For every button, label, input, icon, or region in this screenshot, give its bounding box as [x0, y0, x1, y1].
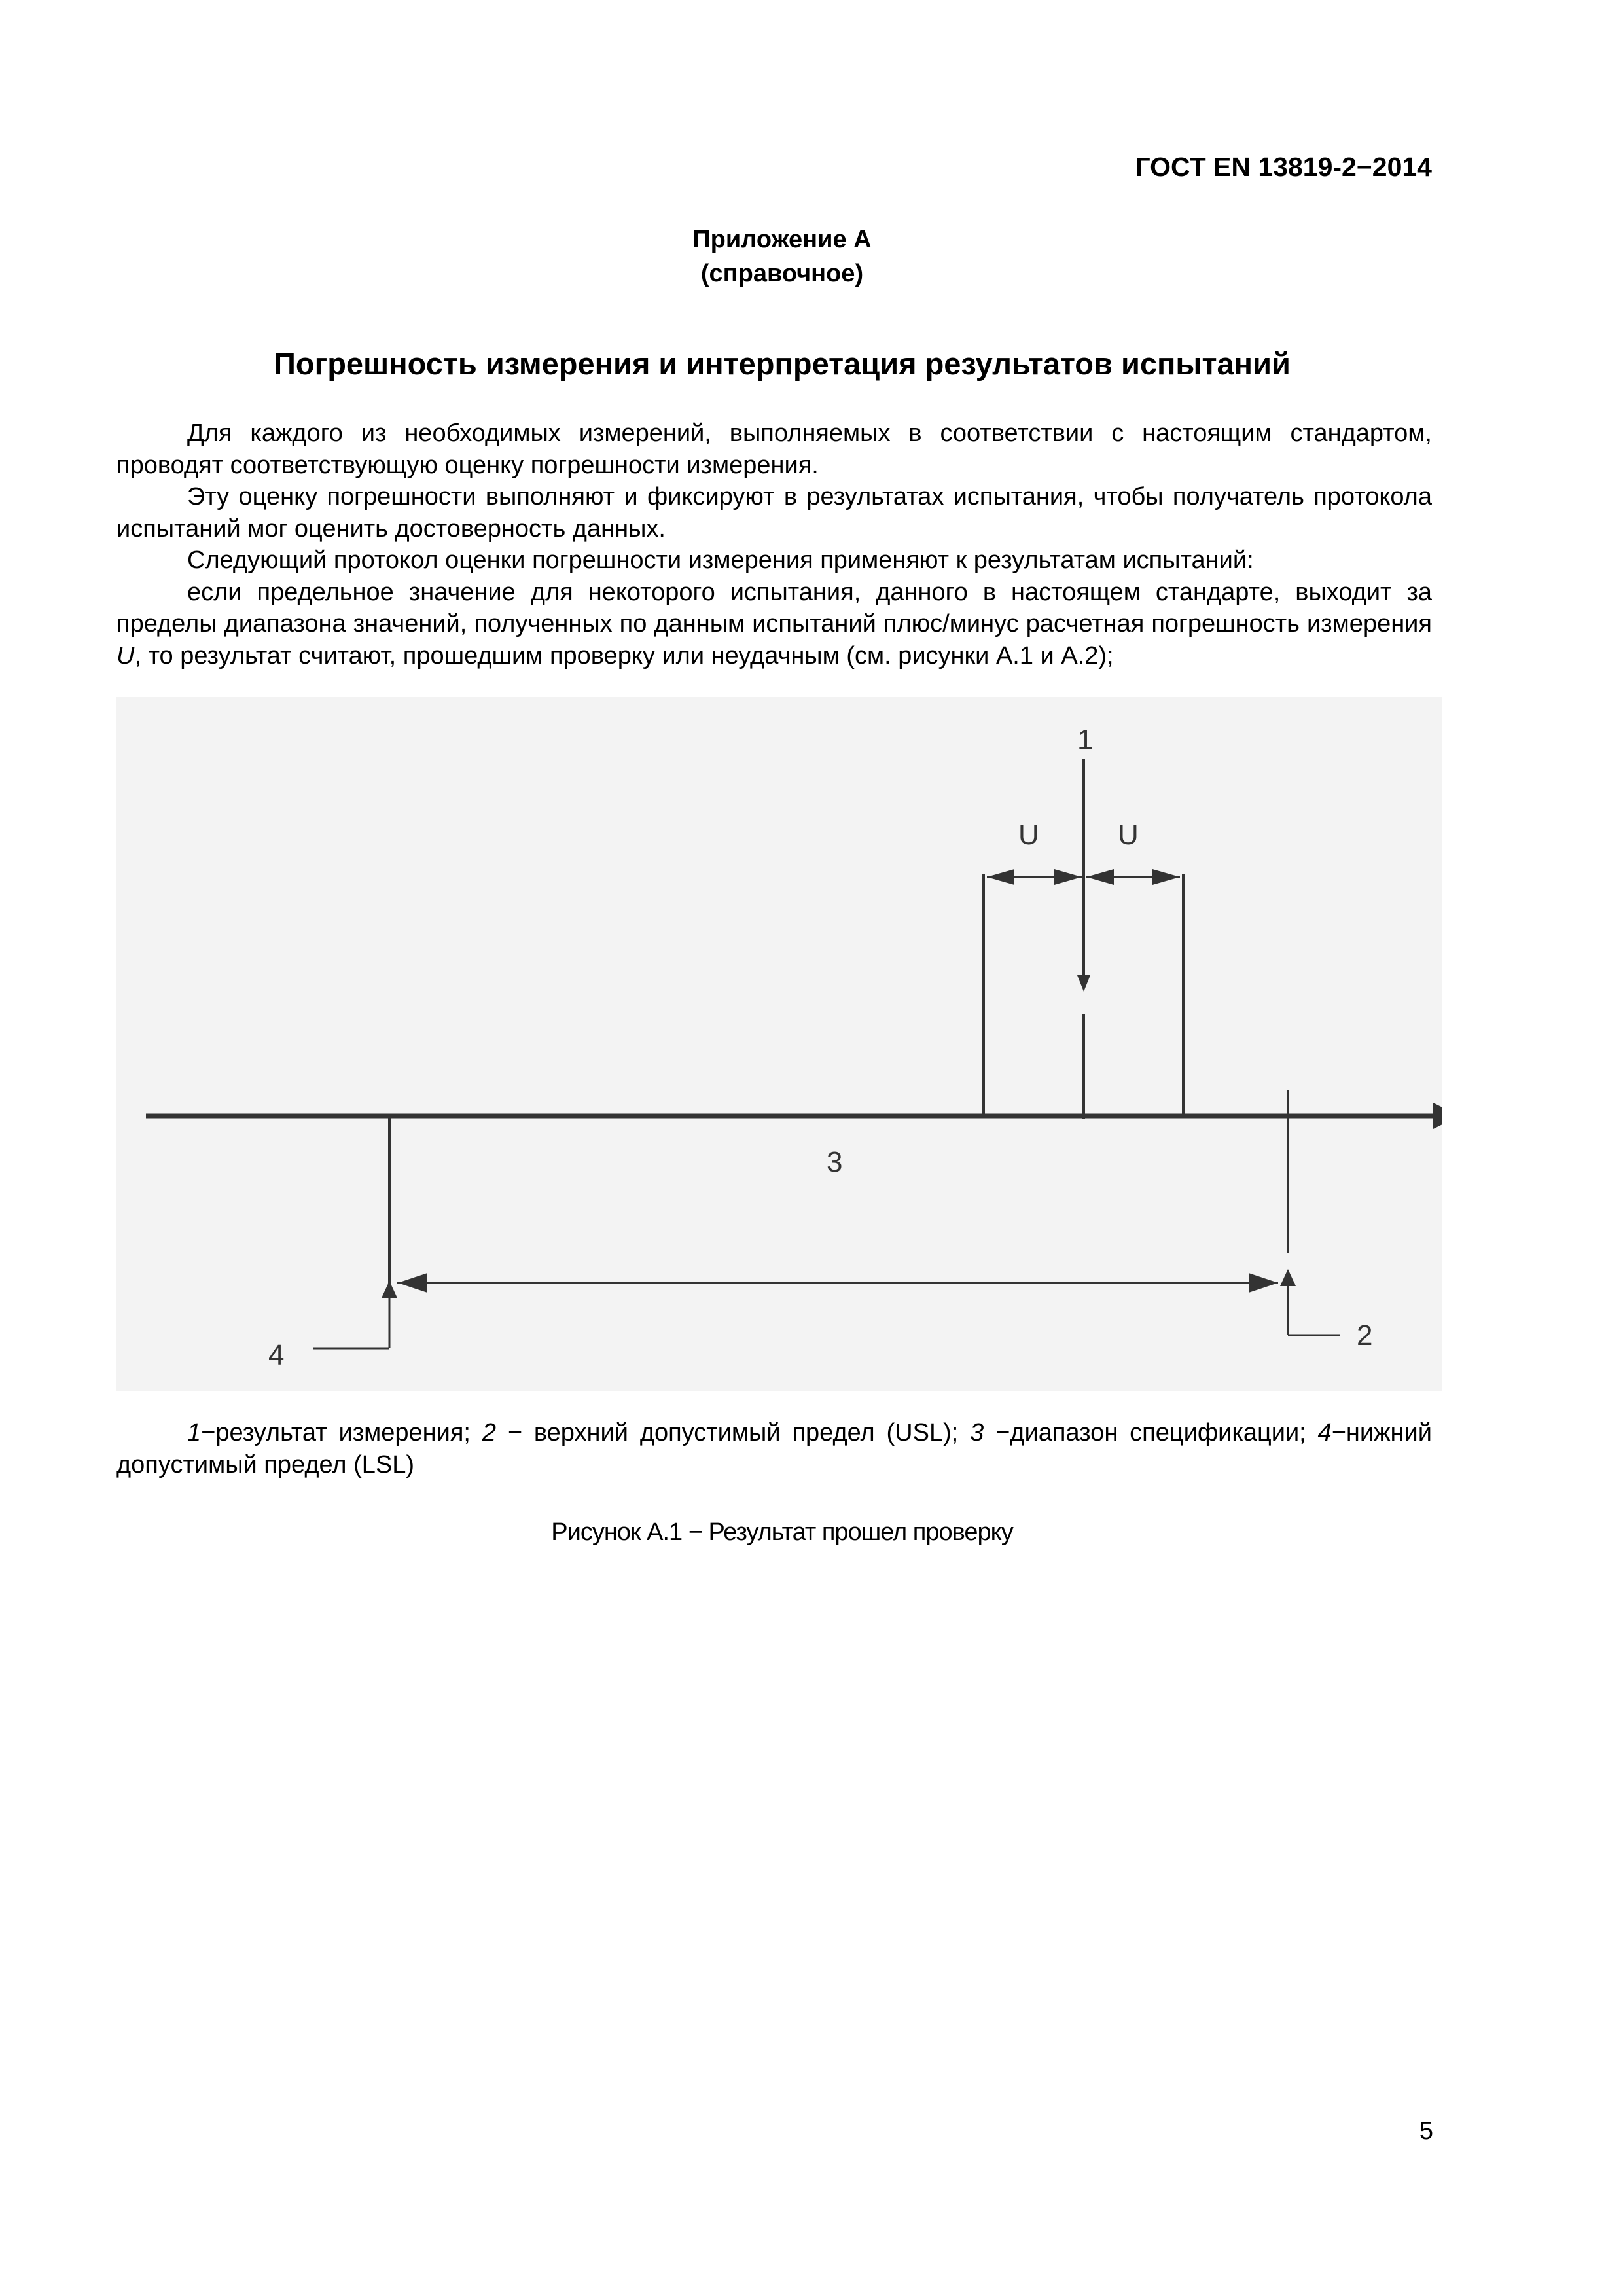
u-left-arrow-in [1054, 869, 1082, 885]
section-title: Погрешность измерения и интерпретация результатов испытаний [274, 346, 1291, 381]
appendix-heading [0, 223, 1564, 291]
label-u-right: U [1118, 819, 1139, 851]
legend-text-1: −результат измерения; [201, 1419, 482, 1446]
legend-num-3: 3 [970, 1419, 984, 1446]
legend-text-3: −диапазон спецификации; [984, 1419, 1318, 1446]
standard-code: ГОСТ EN 13819-2−2014 [1135, 152, 1432, 182]
label-measurement-result: 1 [1077, 724, 1094, 756]
paragraph-2: Эту оценку погрешности выполняют и фиксируют в результатах испытания, чтобы получатель протокола испытаний мог оценить достоверность данных. [116, 483, 1432, 543]
paragraph-1: Для каждого из необходимых измерений, выполняемых в соответствии с настоящим стандартом, проводят соответствующую оценку погрешности измерения. [116, 420, 1432, 479]
spec-range-arrow-right [1249, 1273, 1278, 1293]
figure-title: Рисунок А.1 − Результат прошел проверку [551, 1518, 1013, 1546]
label-spec-range: 3 [827, 1146, 843, 1178]
paragraph-4-text-end: , то результат считают, прошедшим проверку или неудачным (см. рисунки А.1 и А.2); [134, 641, 1114, 670]
label-u-left: U [1018, 819, 1039, 851]
page-number: 5 [1419, 2117, 1433, 2145]
lsl-pointer-arrow [382, 1281, 397, 1298]
legend-text-4: −нижний допустимый предел (LSL) [116, 1419, 1432, 1479]
paragraph-4 [116, 577, 1432, 672]
legend-text-2: − верхний допустимый предел (USL); [496, 1419, 971, 1446]
result-arrowhead [1077, 975, 1090, 992]
figure-diagram [116, 697, 1442, 1391]
spec-range-arrow-left [398, 1273, 427, 1293]
figure-legend [116, 1417, 1432, 1480]
axis-arrowhead [1433, 1103, 1442, 1129]
paragraph-4-text-start: если предельное значение для некоторого испытания, данного в настоящем стандарте, выходит за пределы диапазона значений, полученных по данным испытаний плюс/минус расчетная погрешность измерения [116, 578, 1432, 637]
legend-num-2: 2 [482, 1419, 496, 1446]
usl-pointer-arrow [1280, 1269, 1296, 1286]
appendix-title: Приложение А [692, 226, 872, 253]
legend-num-1: 1 [187, 1419, 202, 1446]
u-left-arrow-out [987, 869, 1014, 885]
u-right-arrow-in [1086, 869, 1114, 885]
paragraph-3: Следующий протокол оценки погрешности измерения применяют к результатам испытаний: [187, 547, 1254, 574]
body-text [116, 418, 1432, 672]
label-usl: 2 [1357, 1319, 1373, 1352]
label-lsl: 4 [268, 1339, 285, 1371]
u-right-arrow-out [1152, 869, 1180, 885]
uncertainty-symbol: U [116, 641, 135, 670]
appendix-subtitle: (справочное) [700, 260, 864, 287]
legend-text [116, 1417, 1432, 1480]
legend-num-4: 4 [1317, 1419, 1332, 1446]
